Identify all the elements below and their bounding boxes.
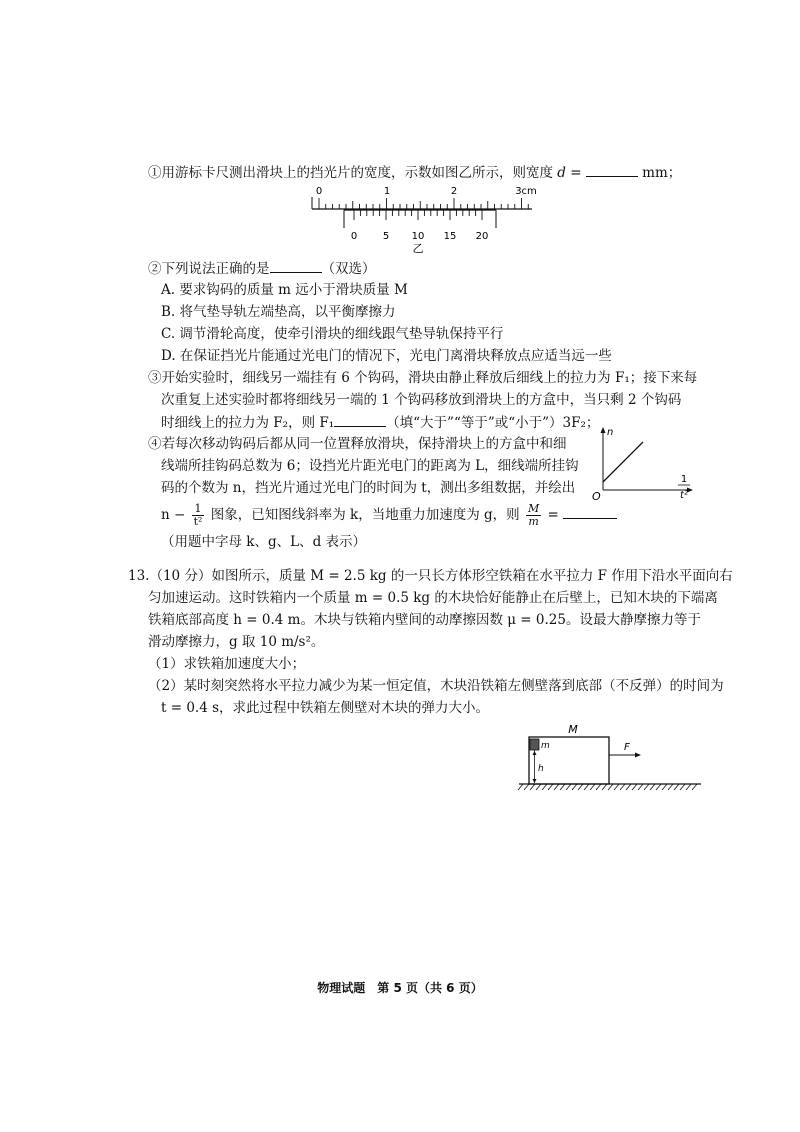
graph-x-label-num: 1 [680,474,688,485]
ground-hatch-line [614,784,619,790]
q12-part3-line3b: （填“大于”“等于”或“小于”）3F₂； [386,415,600,431]
ground-hatch-line [560,784,565,790]
q12-part3-line3a: 时细线上的拉力为 F₂，则 F₁ [161,415,335,431]
ground-hatch-line [674,784,679,790]
ground-hatch-line [620,784,625,790]
q12-part1-var: d [557,165,566,181]
q12-part2-blank[interactable] [270,258,322,273]
ground-hatch-line [632,784,637,790]
q13-sub2-line1: （2）某时刻突然将水平拉力减少为某一恒定值，木块沿铁箱左侧壁落到底部（不反弹）的时间为 [148,678,724,694]
q12-part4-line4 [161,500,617,530]
ground-hatch-line [548,784,553,790]
caliper-vernier-label-20: 20 [475,231,489,242]
ground-hatch-line [530,784,535,790]
ground-hatch-line [578,784,583,790]
caliper-vernier-label-5: 5 [382,231,390,242]
graph-y-label: n [607,427,614,438]
caliper-main-label-0: 0 [315,186,323,197]
q12-part1-unit: mm； [642,165,682,181]
ground-hatch-line [680,784,685,790]
q12-part1-label: ①用游标卡尺测出滑块上的挡光片的宽度，示数如图乙所示，则宽度 [148,165,553,181]
q12-part4-blank[interactable] [563,504,617,519]
caliper-vernier-label-15: 15 [443,231,457,242]
graph-x-label-den: t² [680,490,688,501]
q13-sub1: （1）求铁箱加速度大小； [148,656,306,672]
q12-part4-equals: = [547,507,559,523]
height-label: h [538,764,544,774]
q12-part2-text: ②下列说法正确的是 [148,261,270,277]
mass-ratio-fraction: $\frac{M}{m}$ [527,502,540,528]
graph-origin-label: O [592,490,601,503]
q12-option-b: B. 将气垫导轨左端垫高，以平衡摩擦力 [161,304,396,320]
ground-hatch-line [524,784,529,790]
q12-part2-suffix: （双选） [321,261,376,277]
q12-part3-line2: 次重复上述实验时都将细线另一端的 1 个钩码移放到滑块上的方盒中，当只剩 2 个钩码 [161,392,682,408]
ground-hatch-line [638,784,643,790]
q12-part1-line [148,162,681,183]
q12-part4-line3: 码的个数为 n，挡光片通过光电门的时间为 t，测出多组数据，并绘出 [161,480,576,496]
q12-option-c: C. 调节滑轮高度，使牵引滑块的细线跟气垫导轨保持平行 [161,326,504,342]
q13-sub2-line2: t = 0.4 s，求此过程中铁箱左侧壁对木块的弹力大小。 [161,700,490,716]
caliper-vernier-label-10: 10 [411,231,425,242]
block-label: m [541,741,550,751]
force-arrow-head [635,753,641,758]
ground-hatch-line [656,784,661,790]
caliper-main-label-2: 2 [450,186,458,197]
graph-y-arrow [601,427,606,433]
inverse-t-squared-fraction: $\frac{1}{\text{t²}}$ [193,502,203,528]
q13-line2: 匀加速运动。这时铁箱内一个质量 m = 0.5 kg 的木块恰好能静止在后壁上，已知木块的下端离 [148,590,718,606]
ground-hatch-line [608,784,613,790]
caliper-main-label-3: 3cm [515,186,537,197]
q12-part3-line1: ③开始实验时，细线另一端挂有 6 个钩码，滑块由静止释放后细线上的拉力为 F₁；接下来每 [148,370,698,386]
height-marker-arrow-bottom [533,779,537,783]
q12-part4-line4a: n − [161,507,186,523]
iron-box-figure [515,720,705,792]
q12-option-d: D. 在保证挡光片能通过光电门的情况下，光电门离滑块释放点应适当远一些 [161,348,612,364]
q12-part3-blank[interactable] [334,412,386,427]
ground-hatch-line [518,784,523,790]
ground-hatch-line [668,784,673,790]
caliper-vernier-label-0: 0 [350,231,358,242]
ground-hatch-line [662,784,667,790]
q12-part4-line5: （用题中字母 k、g、L、d 表示） [161,534,367,550]
q12-option-a: A. 要求钩码的质量 m 远小于滑块质量 M [161,282,408,298]
n-vs-inverse-t-squared-graph [585,424,700,506]
ground-hatch-line [572,784,577,790]
q12-part1-blank[interactable] [586,162,638,177]
ground-hatch-line [536,784,541,790]
wooden-block [530,739,539,750]
graph-line [603,442,643,482]
caliper-main-label-1: 1 [383,186,391,197]
q12-part4-line1: ④若每次移动钩码后都从同一位置释放滑块，保持滑块上的方盒中和细 [148,436,567,452]
ground-hatch-line [644,784,649,790]
ground-hatch-line [566,784,571,790]
q13-line1: 13.（10 分）如图所示，质量 M = 2.5 kg 的一只长方体形空铁箱在水平拉力 F 作用下沿水平面向右 [128,568,733,584]
ground-hatch-line [686,784,691,790]
q12-part2-stem [148,258,376,279]
ground-hatch-line [542,784,547,790]
q12-part3-line3 [161,412,599,433]
q13-line3: 铁箱底部高度 h = 0.4 m。木块与铁箱内壁间的动摩擦因数 μ = 0.25。设最大静摩擦力等于 [148,612,701,628]
page-footer: 物理试题 第 5 页（共 6 页） [317,981,483,995]
height-marker-arrow-top [533,751,537,755]
force-label: F [624,742,630,753]
ground-hatch-line [650,784,655,790]
q12-part1-eq: = [565,165,586,181]
ground-hatch-line [596,784,601,790]
ground-hatch-line [692,784,697,790]
ground-hatch-line [626,784,631,790]
vernier-caliper-figure [300,183,540,255]
ground-hatch-line [602,784,607,790]
ground-hatch-line [554,784,559,790]
ground-hatch-line [584,784,589,790]
q12-part4-line2: 线端所挂钩码总数为 6；设挡光片距光电门的距离为 L，细线端所挂钩 [161,458,579,474]
q12-part4-line4b: 图象，已知图线斜率为 k，当地重力加速度为 g，则 [210,507,520,523]
ground-hatch-line [590,784,595,790]
q13-line4: 滑动摩擦力，g 取 10 m/s²。 [148,634,325,650]
box-label: M [568,723,578,736]
caliper-caption: 乙 [412,242,424,255]
